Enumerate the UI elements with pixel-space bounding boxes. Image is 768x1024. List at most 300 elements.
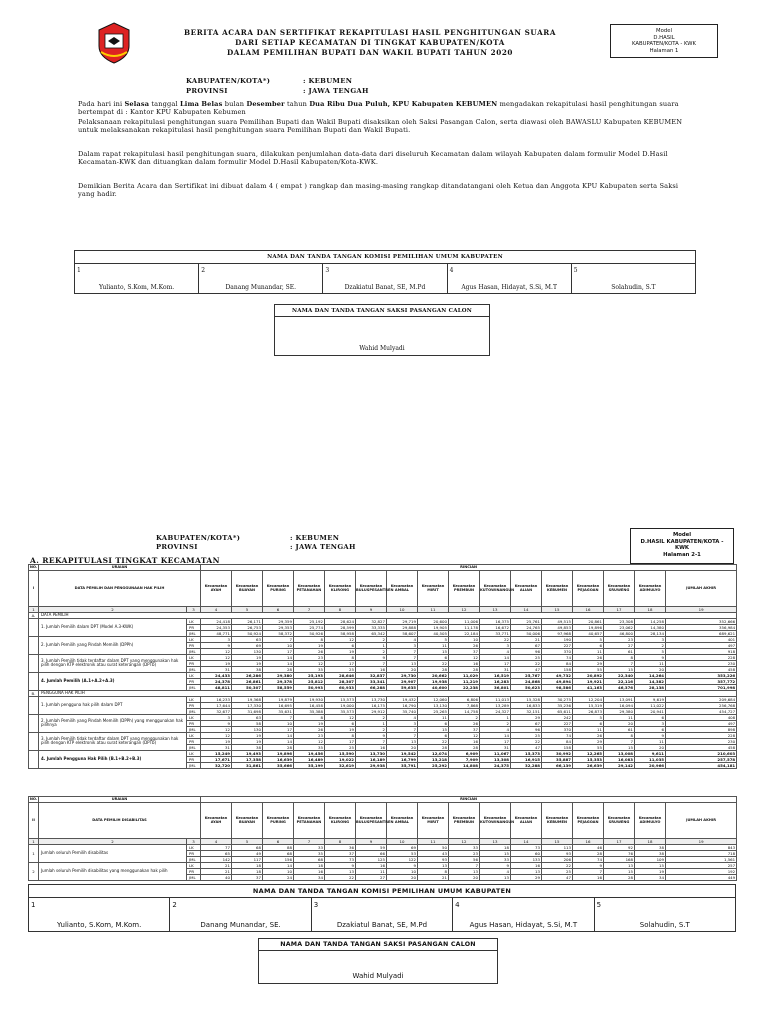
saksi-name: Wahid Mulyadi <box>352 972 404 980</box>
table-cell: 8 <box>325 654 356 660</box>
table-cell: 19,493 <box>232 750 263 756</box>
column-index: 1 <box>29 606 39 612</box>
table-cell: 22 <box>542 862 573 868</box>
table-cell: 25,193 <box>294 672 325 678</box>
section-label: DATA PEMILIH <box>39 612 737 618</box>
table-title: DATA PEMILIH DAN PENGGUNAAN HAK PILIH <box>39 570 201 606</box>
table-cell: 33,335 <box>356 624 387 630</box>
table-cell: 9 <box>201 642 232 648</box>
table-cell: 15 <box>635 862 666 868</box>
table-cell: 84 <box>542 738 573 744</box>
member-name: Dzakiatul Banat, SE, M.Pd <box>344 284 426 291</box>
table-cell: 7,909 <box>449 756 480 762</box>
table-cell: 26 <box>449 642 480 648</box>
column-index: 6 <box>263 838 294 844</box>
table-cell: 16 <box>449 660 480 666</box>
table-cell: 37 <box>449 648 480 654</box>
title-line-3: DALAM PEMILIHAN BUPATI DAN WAKIL BUPATI TAHUN 2020 <box>226 48 514 57</box>
table-cell: 356,984 <box>666 624 737 630</box>
table-cell: 7 <box>356 660 387 666</box>
row-label: 3. Jumlah Pemilih tidak terdaftar dalam DPT yang menggunakan hak pilih dengan KTP elektronik atau surat keterangan (DPTb) <box>39 732 187 750</box>
gender-type: PR <box>187 702 201 708</box>
table-cell: 11 <box>418 714 449 720</box>
table-cell: 68 <box>263 850 294 856</box>
table-cell: 28 <box>449 744 480 750</box>
table-cell: 8 <box>294 636 325 642</box>
table-cell: 13,130 <box>418 702 449 708</box>
gender-type: JML <box>187 762 201 768</box>
kpu-signature-header: NAMA DAN TANDA TANGAN KOMISI PEMILIHAN UMUM KABUPATEN <box>75 251 696 264</box>
table-cell: 18 <box>232 868 263 874</box>
table-cell: 10 <box>263 720 294 726</box>
gender-type: LK <box>187 636 201 642</box>
table-cell: 14,258 <box>635 618 666 624</box>
district-header: Kecamatan AYAH <box>201 802 232 838</box>
table-cell: 23,062 <box>604 624 635 630</box>
table-cell: 22,116 <box>604 678 635 684</box>
district-header: Kecamatan ADIMULYO <box>635 802 666 838</box>
model-line: Halaman 1 <box>649 47 679 54</box>
table-cell: 50 <box>418 844 449 850</box>
table-cell: 25 <box>325 666 356 672</box>
gender-type: JML <box>187 708 201 714</box>
table-cell: 58,559 <box>263 684 294 690</box>
table-cell: 26,873 <box>573 708 604 714</box>
table-cell: 6 <box>635 714 666 720</box>
table-cell: 33,341 <box>356 678 387 684</box>
gender-type: LK <box>187 862 201 868</box>
table-cell: 9 <box>356 732 387 738</box>
table-cell: 7 <box>387 648 418 654</box>
table-cell: 35,740 <box>387 708 418 714</box>
table-cell: 33,771 <box>480 630 511 636</box>
table-cell: 158 <box>542 744 573 750</box>
table-cell: 2 <box>356 636 387 642</box>
column-index: 14 <box>511 838 542 844</box>
table-cell: 20,861 <box>573 618 604 624</box>
column-index: 4 <box>201 606 232 612</box>
row-no: 1 <box>29 844 39 862</box>
table-cell: 43 <box>418 850 449 856</box>
column-index: 8 <box>325 838 356 844</box>
table-cell: 29 <box>511 714 542 720</box>
table-cell: 73 <box>325 856 356 862</box>
gender-type: JML <box>187 726 201 732</box>
table-cell: 257 <box>666 862 737 868</box>
table-cell: 15,249 <box>201 750 232 756</box>
signature-cell <box>29 898 170 932</box>
paragraph-opening <box>78 100 688 117</box>
table-cell: 2 <box>480 720 511 726</box>
table-cell: 14 <box>263 738 294 744</box>
table-cell: 24,765 <box>511 624 542 630</box>
text: tanggal <box>149 100 180 108</box>
table-cell: 19,905 <box>418 624 449 630</box>
table-cell: 353,226 <box>666 672 737 678</box>
date: Lima Belas <box>180 100 223 108</box>
day: Selasa <box>124 100 150 108</box>
table-cell: 26 <box>449 720 480 726</box>
table-cell: 27 <box>604 642 635 648</box>
table-cell: 66 <box>356 850 387 856</box>
table-cell: 22,340 <box>604 672 635 678</box>
column-index: 12 <box>449 606 480 612</box>
table-cell: 5 <box>573 714 604 720</box>
table-cell: 19,938 <box>418 678 449 684</box>
table-cell: 168 <box>604 856 635 862</box>
column-index: 3 <box>187 606 201 612</box>
table-cell: 76 <box>604 850 635 856</box>
table-cell: 49,732 <box>542 672 573 678</box>
table-cell: 32,720 <box>201 762 232 768</box>
table-cell: 55 <box>573 666 604 672</box>
paragraph-closing: Demikian Berita Acara dan Sertifikat ini dibuat dalam 4 ( empat ) rangkap dan masing-masing rangkap ditandatangani oleh Ketua dan Anggota KPU Kabupaten serta Saksi yang hadir. <box>78 182 679 199</box>
table-cell: 40 <box>201 874 232 880</box>
table-cell: 13 <box>387 660 418 666</box>
saksi-name: Wahid Mulyadi <box>359 345 405 352</box>
table-cell: 35,887 <box>542 756 573 762</box>
table-cell: 68 <box>232 844 263 850</box>
table-cell: 35 <box>294 666 325 672</box>
text: tahun <box>284 100 310 108</box>
table-cell: 497 <box>666 720 737 726</box>
table-cell: 6 <box>418 720 449 726</box>
table-cell: 22 <box>511 738 542 744</box>
table-cell: 17,358 <box>232 756 263 762</box>
table-cell: 28 <box>263 666 294 672</box>
gender-type: JML <box>187 684 201 690</box>
table-cell: 24 <box>263 874 294 880</box>
table-cell: 13 <box>449 868 480 874</box>
table-cell: 22,238 <box>449 684 480 690</box>
member-number: 2 <box>172 901 177 909</box>
column-index: 19 <box>666 606 737 612</box>
table-cell: 7 <box>387 732 418 738</box>
member-number: 4 <box>455 901 460 909</box>
table-cell: 31 <box>480 744 511 750</box>
table-cell: 9 <box>480 862 511 868</box>
table-cell: 9 <box>635 654 666 660</box>
table-cell: 24,418 <box>201 618 232 624</box>
table-cell: 14 <box>480 732 511 738</box>
table-cell: 13 <box>387 738 418 744</box>
district-header: Kecamatan BUAYAN <box>232 802 263 838</box>
table-row <box>29 696 737 702</box>
signature-cell <box>199 264 323 294</box>
table-cell: 14,382 <box>635 678 666 684</box>
table-cell: 454,727 <box>666 708 737 714</box>
table-cell: 16,489 <box>294 756 325 762</box>
text: Pada hari ini <box>78 100 125 108</box>
table-cell: 17 <box>325 660 356 666</box>
table-cell: 9 <box>201 720 232 726</box>
table-cell: 38 <box>232 666 263 672</box>
table-cell: 6,806 <box>449 696 480 702</box>
table-cell: 15,319 <box>573 702 604 708</box>
table-cell: 16,233 <box>201 696 232 702</box>
table-cell: 458 <box>666 744 737 750</box>
table-cell: 4 <box>480 868 511 874</box>
table-cell: 31,861 <box>232 762 263 768</box>
column-index: 10 <box>387 606 418 612</box>
table-cell: 24,868 <box>511 678 542 684</box>
table-cell: 918 <box>666 648 737 654</box>
table-cell: 31 <box>480 666 511 672</box>
table-cell: 29,912 <box>356 708 387 714</box>
model-line: Model <box>656 28 672 34</box>
table-cell: 23 <box>294 654 325 660</box>
signature-cell <box>170 898 311 932</box>
table-cell: 28,599 <box>325 624 356 630</box>
table-cell: 37 <box>325 850 356 856</box>
table-cell: 449 <box>666 874 737 880</box>
table-cell: 13,091 <box>604 696 635 702</box>
table-cell: 210,603 <box>666 750 737 756</box>
table-cell: 19,879 <box>263 696 294 702</box>
column-index: 2 <box>39 606 187 612</box>
table-cell: 16,915 <box>511 756 542 762</box>
table-cell: 32,827 <box>356 618 387 624</box>
table-cell: 3 <box>201 714 232 720</box>
column-index: 16 <box>573 838 604 844</box>
section-label: PENGGUNA HAK PILIH <box>39 690 737 696</box>
roman-numeral: II <box>29 802 39 838</box>
text: bulan <box>222 100 247 108</box>
provinsi-value-2: : JAWA TENGAH <box>290 543 356 551</box>
saksi-signature-box <box>274 304 490 356</box>
disability-table <box>28 796 737 881</box>
table-cell: 35,631 <box>263 708 294 714</box>
table-cell: 16 <box>449 738 480 744</box>
table-cell: 26,753 <box>232 624 263 630</box>
table-cell: 35,199 <box>294 762 325 768</box>
table-cell: 32,677 <box>201 708 232 714</box>
gender-type: JML <box>187 744 201 750</box>
table-cell: 16 <box>356 862 387 868</box>
table-row <box>29 750 737 756</box>
table-cell: 30,275 <box>542 696 573 702</box>
table-cell: 10 <box>263 642 294 648</box>
year: Dua Ribu Dua Puluh, <box>309 100 391 108</box>
table-cell: 9 <box>635 732 666 738</box>
column-index: 10 <box>387 838 418 844</box>
table-cell: 36 <box>325 844 356 850</box>
district-header: Kecamatan KEBUMEN <box>542 802 573 838</box>
table-cell: 20,941 <box>635 708 666 714</box>
col-no: NO. <box>29 565 38 569</box>
member-number: 5 <box>596 901 602 909</box>
table-cell: 4 <box>387 636 418 642</box>
row-no <box>29 654 39 672</box>
table-cell: 25,761 <box>511 618 542 624</box>
model-line: Halaman 2-1 <box>663 551 701 558</box>
table-cell: 19,542 <box>387 750 418 756</box>
table-cell: 130 <box>232 648 263 654</box>
member-name: Danang Munandar, SE. <box>200 921 281 929</box>
table-cell: 14,808 <box>449 762 480 768</box>
saksi-header: NAMA DAN TANDA TANGAN SAKSI PASANGAN CALON <box>275 305 489 317</box>
table-cell: 12,074 <box>418 750 449 756</box>
member-number: 3 <box>325 267 330 274</box>
table-cell: 9,619 <box>635 696 666 702</box>
table-cell: 20 <box>635 666 666 672</box>
district-header: Kecamatan AYAH <box>201 570 232 606</box>
table-cell: 227 <box>542 642 573 648</box>
table-cell: 49 <box>232 850 263 856</box>
table-cell: 19,896 <box>263 750 294 756</box>
table-cell: 19 <box>635 868 666 874</box>
table-cell: 242 <box>542 714 573 720</box>
table-cell: 19,896 <box>573 624 604 630</box>
district-header: Kecamatan ALIAN <box>511 570 542 606</box>
gender-type: LK <box>187 714 201 720</box>
column-index: 7 <box>294 838 325 844</box>
table-cell: 12 <box>294 738 325 744</box>
table-cell: 67 <box>511 642 542 648</box>
table-cell: 16 <box>356 666 387 672</box>
table-cell: 16,639 <box>263 756 294 762</box>
table-cell: 5 <box>418 636 449 642</box>
table-cell: 2 <box>356 648 387 654</box>
row-no <box>29 696 39 714</box>
table-cell: 15,353 <box>573 756 604 762</box>
table-cell: 35 <box>294 744 325 750</box>
table-cell: 24,433 <box>201 672 232 678</box>
table-cell: 35,666 <box>263 762 294 768</box>
table-cell: 28,646 <box>325 672 356 678</box>
table-cell: 29 <box>573 738 604 744</box>
table-cell: 156 <box>263 856 294 862</box>
column-index: 16 <box>573 606 604 612</box>
table-cell: 13,289 <box>480 702 511 708</box>
table-row <box>29 862 737 868</box>
table-cell: 11 <box>573 726 604 732</box>
table-cell: 28,138 <box>635 684 666 690</box>
column-index: 17 <box>604 606 635 612</box>
table-cell: 32,288 <box>511 762 542 768</box>
col-no: NO. <box>29 797 38 801</box>
table-cell: 9 <box>573 862 604 868</box>
table-cell: 11,013 <box>480 696 511 702</box>
table-cell: 228 <box>666 732 737 738</box>
row-label: 1. Jumlah pengguna hak pilih dalam DPT <box>39 696 187 714</box>
table-cell: 11,006 <box>449 618 480 624</box>
table-cell: 9 <box>325 862 356 868</box>
table-cell: 96 <box>511 726 542 732</box>
document-title <box>160 28 580 58</box>
table-cell: 34 <box>635 874 666 880</box>
text: mengadakan rekapitulasi hasil penghitungan suara bertempat di : Kantor KPU Kabupaten Kebumen <box>78 100 679 117</box>
table-cell: 15,573 <box>325 696 356 702</box>
table-cell: 12 <box>201 654 232 660</box>
table-cell: 26,171 <box>232 618 263 624</box>
table-cell: 46,376 <box>604 684 635 690</box>
column-index: 13 <box>480 838 511 844</box>
table-cell: 20 <box>387 874 418 880</box>
table-cell: 50,924 <box>232 630 263 636</box>
table-cell: 497 <box>666 642 737 648</box>
table-cell: 96 <box>511 648 542 654</box>
provinsi-label: PROVINSI <box>186 87 228 95</box>
table-cell: 30,992 <box>542 750 573 756</box>
district-header: Kecamatan PETANAHAN <box>294 570 325 606</box>
district-header: Kecamatan AMBAL <box>387 802 418 838</box>
table-cell: 2 <box>635 642 666 648</box>
kabupaten-label-2: KABUPATEN/KOTA*) <box>156 534 241 542</box>
table-cell: 24,353 <box>201 624 232 630</box>
table-cell: 19,921 <box>573 678 604 684</box>
table-cell: 11 <box>635 738 666 744</box>
district-header: Kecamatan AMBAL <box>387 570 418 606</box>
table-cell: 7 <box>604 660 635 666</box>
table-cell: 5 <box>635 648 666 654</box>
gender-type: PR <box>187 738 201 744</box>
signature-cell <box>447 264 571 294</box>
table-cell: 35,573 <box>325 708 356 714</box>
month: Desember <box>246 100 285 108</box>
table-cell: 133 <box>511 856 542 862</box>
row-label: 3. Jumlah Pemilih tidak terdaftar dalam DPT yang menggunakan hak pilih dengan KTP elektronik atau surat keterangan (DPTb) <box>39 654 187 672</box>
table-cell: 19,930 <box>294 696 325 702</box>
table-cell: 13 <box>418 862 449 868</box>
table-cell: 14,264 <box>635 672 666 678</box>
district-header: Kecamatan KUTOWINANGUN <box>480 802 511 838</box>
table-cell: 26 <box>294 648 325 654</box>
table-cell: 17,330 <box>232 702 263 708</box>
table-cell: 2 <box>356 726 387 732</box>
table-cell: 14 <box>263 660 294 666</box>
row-label: 2. Jumlah Pemilih yang Pindah Memilih (DPPh) <box>39 636 187 654</box>
kpu-signature-table-2 <box>28 884 736 932</box>
table-cell: 26,861 <box>232 678 263 684</box>
table-cell: 59 <box>356 844 387 850</box>
table-cell: 33 <box>449 844 480 850</box>
district-header: Kecamatan PEJAGOAN <box>573 570 604 606</box>
table-cell: 2 <box>356 714 387 720</box>
table-cell: 16,083 <box>604 756 635 762</box>
column-index: 2 <box>39 838 187 844</box>
table-cell: 49,894 <box>542 678 573 684</box>
table-cell: 843 <box>666 844 737 850</box>
column-index: 5 <box>232 838 263 844</box>
gender-type: LK <box>187 844 201 850</box>
table-cell: 21 <box>511 636 542 642</box>
table-cell: 8 <box>294 714 325 720</box>
table-cell: 13 <box>325 868 356 874</box>
table-cell: 46 <box>573 844 604 850</box>
table-cell: 16,094 <box>604 702 635 708</box>
kabupaten-label: KABUPATEN/KOTA*) <box>186 77 271 85</box>
district-header: Kecamatan BULUSPESANTREN <box>356 570 387 606</box>
table-cell: 17 <box>263 648 294 654</box>
table-row <box>29 672 737 678</box>
gender-type: PR <box>187 660 201 666</box>
table-cell: 58,958 <box>325 630 356 636</box>
table-cell: 29,359 <box>263 618 294 624</box>
table-cell: 6 <box>325 642 356 648</box>
table-cell: 15 <box>604 666 635 672</box>
table-cell: 6 <box>635 726 666 732</box>
table-cell: 228 <box>666 654 737 660</box>
table-cell: 12 <box>201 648 232 654</box>
table-cell: 77 <box>201 844 232 850</box>
table-cell: 19 <box>232 732 263 738</box>
table-cell: 36,801 <box>480 684 511 690</box>
table-cell: 25,192 <box>294 618 325 624</box>
table-cell: 25,292 <box>418 762 449 768</box>
table-cell: 20 <box>635 744 666 750</box>
table-cell: 53 <box>387 850 418 856</box>
